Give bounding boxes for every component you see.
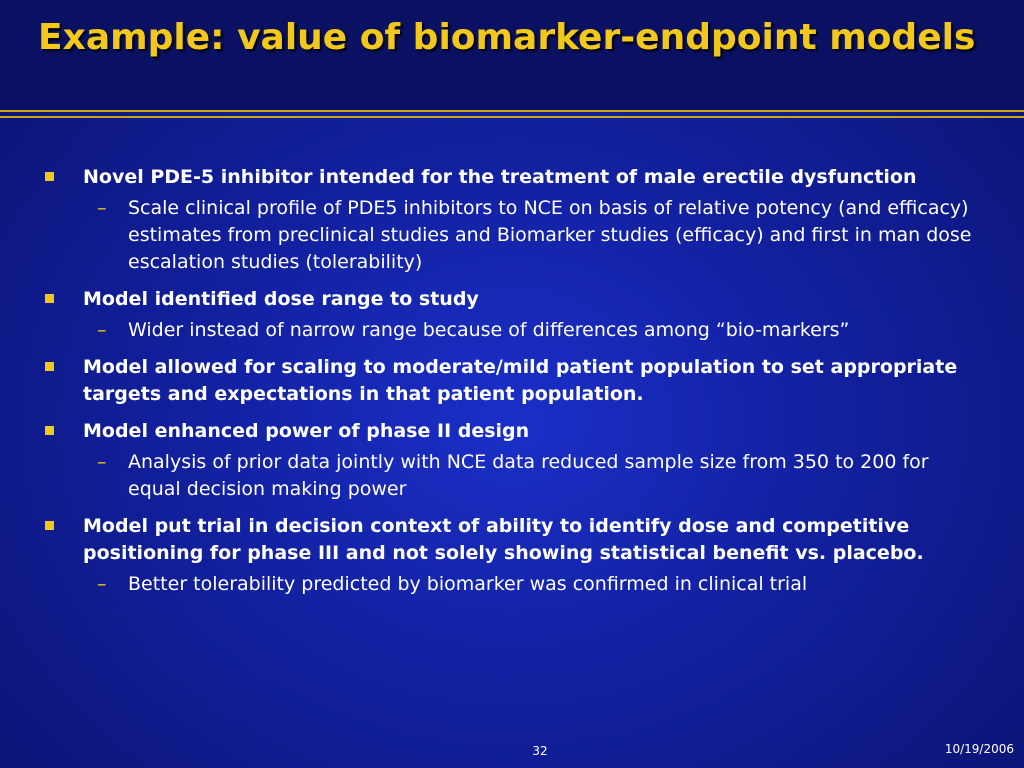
square-bullet-icon bbox=[45, 172, 54, 181]
bullet-text: Model identified dose range to study bbox=[83, 288, 479, 310]
square-bullet-icon bbox=[45, 426, 54, 435]
bullet-text: Model allowed for scaling to moderate/mild patient population to set appropriate targets and expectations in that patient population. bbox=[83, 356, 958, 405]
slide-content bbox=[44, 164, 984, 608]
sub-bullet-item bbox=[83, 317, 984, 344]
square-bullet-icon bbox=[45, 362, 54, 371]
sub-bullet-text: Scale clinical profile of PDE5 inhibitors to NCE on basis of relative potency (and efficacy) estimates from preclinical studies and Biomarker studies (efficacy) and first in man dose escalation studies (tolerability) bbox=[128, 197, 972, 273]
sub-bullet-item bbox=[83, 449, 984, 503]
slide-date: 10/19/2006 bbox=[944, 742, 1014, 756]
dash-bullet-icon: – bbox=[97, 573, 107, 595]
bullet-item bbox=[44, 286, 984, 344]
bullet-item bbox=[44, 513, 984, 598]
bullet-item bbox=[44, 164, 984, 276]
square-bullet-icon bbox=[45, 294, 54, 303]
bullet-text: Novel PDE-5 inhibitor intended for the treatment of male erectile dysfunction bbox=[83, 166, 917, 188]
title-divider bbox=[0, 116, 1024, 118]
bullet-item bbox=[44, 418, 984, 503]
square-bullet-icon bbox=[45, 521, 54, 530]
sub-bullet-item bbox=[83, 195, 984, 276]
bullet-text: Model put trial in decision context of ability to identify dose and competitive positioning for phase III and not solely showing statistical benefit vs. placebo. bbox=[83, 515, 924, 564]
sub-bullet-text: Wider instead of narrow range because of differences among “bio-markers” bbox=[128, 319, 850, 341]
dash-bullet-icon: – bbox=[97, 319, 107, 341]
bullet-item bbox=[44, 354, 984, 408]
dash-bullet-icon: – bbox=[97, 197, 107, 219]
dash-bullet-icon: – bbox=[97, 451, 107, 473]
bullet-text: Model enhanced power of phase II design bbox=[83, 420, 530, 442]
sub-bullet-text: Better tolerability predicted by biomarker was confirmed in clinical trial bbox=[128, 573, 808, 595]
sub-bullet-text: Analysis of prior data jointly with NCE data reduced sample size from 350 to 200 for equal decision making power bbox=[128, 451, 929, 500]
sub-bullet-item bbox=[83, 571, 984, 598]
page-number: 32 bbox=[532, 744, 548, 758]
slide-title: Example: value of biomarker-endpoint models bbox=[38, 17, 976, 58]
